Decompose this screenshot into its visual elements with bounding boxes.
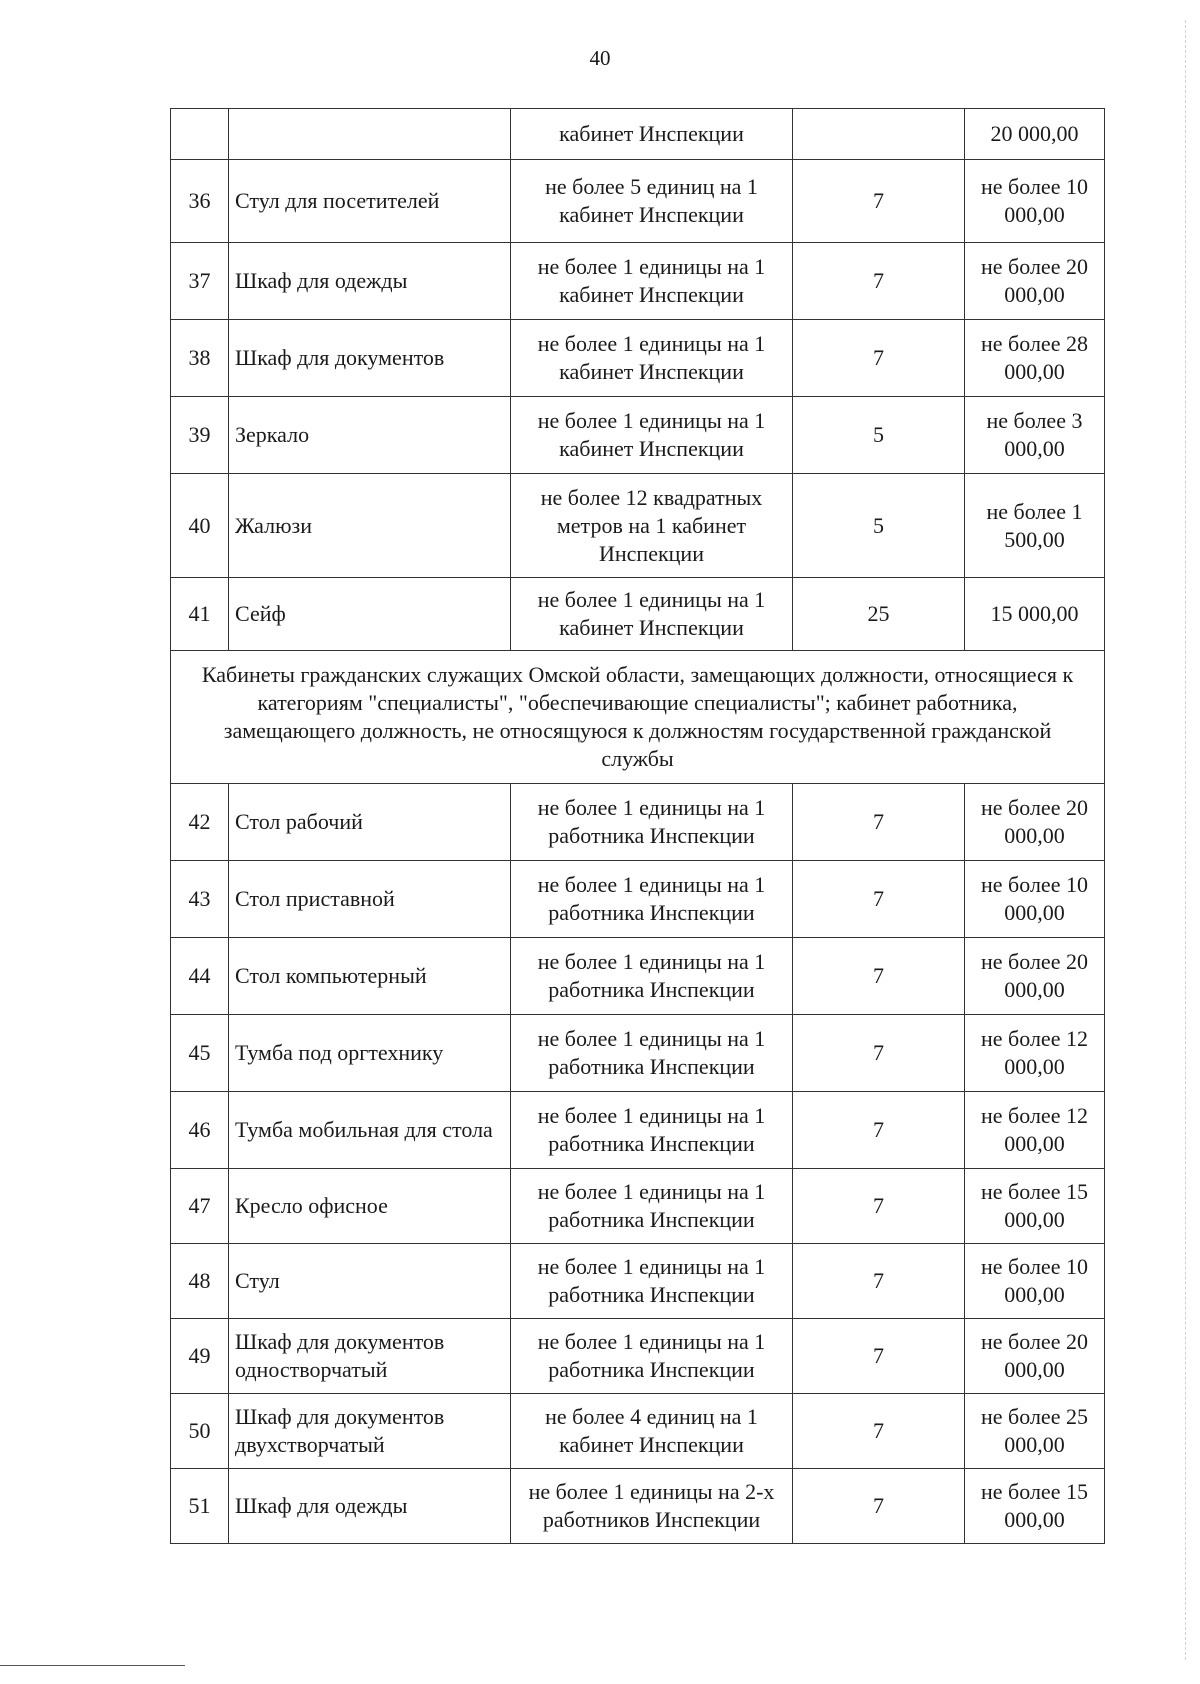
item-quantity-norm: не более 1 единицы на 1 работника Инспекции — [511, 938, 793, 1015]
item-quantity-norm: не более 5 единиц на 1 кабинет Инспекции — [511, 160, 793, 243]
item-quantity-norm: кабинет Инспекции — [511, 109, 793, 160]
item-number: 42 — [171, 784, 229, 861]
item-price: не более 15 000,00 — [965, 1469, 1105, 1544]
item-name: Стул — [229, 1244, 511, 1319]
item-quantity-norm: не более 1 единицы на 1 работника Инспекции — [511, 1319, 793, 1394]
footnote-rule — [0, 1665, 185, 1666]
item-quantity-norm: не более 1 единицы на 1 работника Инспекции — [511, 784, 793, 861]
item-name: Тумба мобильная для стола — [229, 1092, 511, 1169]
item-name: Сейф — [229, 578, 511, 651]
item-service-life: 25 — [793, 578, 965, 651]
item-quantity-norm: не более 1 единицы на 1 кабинет Инспекции — [511, 320, 793, 397]
table-row — [171, 1319, 1105, 1394]
item-price: не более 28 000,00 — [965, 320, 1105, 397]
item-service-life: 7 — [793, 243, 965, 320]
item-number: 49 — [171, 1319, 229, 1394]
item-name: Шкаф для документов — [229, 320, 511, 397]
item-price: не более 10 000,00 — [965, 160, 1105, 243]
item-price: не более 20 000,00 — [965, 938, 1105, 1015]
item-price: 20 000,00 — [965, 109, 1105, 160]
item-number — [171, 109, 229, 160]
scan-edge-line — [1185, 20, 1186, 1660]
item-quantity-norm: не более 4 единиц на 1 кабинет Инспекции — [511, 1394, 793, 1469]
item-quantity-norm: не более 1 единицы на 1 работника Инспекции — [511, 1169, 793, 1244]
table-row — [171, 160, 1105, 243]
item-price: не более 12 000,00 — [965, 1092, 1105, 1169]
item-name: Шкаф для документов одностворчатый — [229, 1319, 511, 1394]
item-price: не более 20 000,00 — [965, 784, 1105, 861]
item-number: 44 — [171, 938, 229, 1015]
item-number: 38 — [171, 320, 229, 397]
item-quantity-norm: не более 1 единицы на 1 работника Инспекции — [511, 861, 793, 938]
table-row — [171, 109, 1105, 160]
item-price: не более 1 500,00 — [965, 474, 1105, 578]
item-price: не более 20 000,00 — [965, 1319, 1105, 1394]
norms-table — [170, 108, 1105, 1544]
table-body — [171, 109, 1105, 1544]
table-row — [171, 784, 1105, 861]
item-number: 39 — [171, 397, 229, 474]
item-price: не более 12 000,00 — [965, 1015, 1105, 1092]
item-price: не более 3 000,00 — [965, 397, 1105, 474]
item-service-life: 7 — [793, 861, 965, 938]
table-row — [171, 474, 1105, 578]
table-row — [171, 1394, 1105, 1469]
section-header-row — [171, 651, 1105, 784]
item-quantity-norm: не более 1 единицы на 1 кабинет Инспекции — [511, 578, 793, 651]
item-price: не более 15 000,00 — [965, 1169, 1105, 1244]
item-service-life: 5 — [793, 474, 965, 578]
item-price: не более 10 000,00 — [965, 1244, 1105, 1319]
item-service-life: 7 — [793, 160, 965, 243]
item-service-life: 7 — [793, 1169, 965, 1244]
item-service-life: 7 — [793, 1244, 965, 1319]
item-service-life — [793, 109, 965, 160]
table-row — [171, 243, 1105, 320]
section-header-text: Кабинеты гражданских служащих Омской области, замещающих должности, относящиеся к категориям "специалисты", "обеспечивающие специалисты"; кабинет работника, замещающего должность, не относящуюся к должностям государственной гражданской службы — [171, 651, 1105, 784]
item-service-life: 7 — [793, 1015, 965, 1092]
item-number: 46 — [171, 1092, 229, 1169]
table-row — [171, 1469, 1105, 1544]
item-service-life: 5 — [793, 397, 965, 474]
item-name: Зеркало — [229, 397, 511, 474]
item-name: Стол приставной — [229, 861, 511, 938]
item-service-life: 7 — [793, 1394, 965, 1469]
table-row — [171, 1169, 1105, 1244]
table-row — [171, 320, 1105, 397]
item-price: не более 20 000,00 — [965, 243, 1105, 320]
item-number: 51 — [171, 1469, 229, 1544]
table-row — [171, 938, 1105, 1015]
item-name — [229, 109, 511, 160]
item-price: не более 25 000,00 — [965, 1394, 1105, 1469]
item-service-life: 7 — [793, 1092, 965, 1169]
item-name: Кресло офисное — [229, 1169, 511, 1244]
table-row — [171, 578, 1105, 651]
item-quantity-norm: не более 1 единицы на 1 работника Инспекции — [511, 1015, 793, 1092]
item-name: Стол рабочий — [229, 784, 511, 861]
item-quantity-norm: не более 1 единицы на 1 кабинет Инспекции — [511, 243, 793, 320]
table-row — [171, 1244, 1105, 1319]
item-name: Стол компьютерный — [229, 938, 511, 1015]
item-price: не более 10 000,00 — [965, 861, 1105, 938]
item-name: Стул для посетителей — [229, 160, 511, 243]
table-row — [171, 861, 1105, 938]
item-number: 47 — [171, 1169, 229, 1244]
table-row — [171, 397, 1105, 474]
item-service-life: 7 — [793, 1469, 965, 1544]
item-service-life: 7 — [793, 320, 965, 397]
item-name: Шкаф для одежды — [229, 243, 511, 320]
item-service-life: 7 — [793, 938, 965, 1015]
item-quantity-norm: не более 1 единицы на 1 кабинет Инспекции — [511, 397, 793, 474]
item-price: 15 000,00 — [965, 578, 1105, 651]
item-number: 50 — [171, 1394, 229, 1469]
item-service-life: 7 — [793, 1319, 965, 1394]
page-number: 40 — [589, 46, 611, 70]
item-name: Шкаф для одежды — [229, 1469, 511, 1544]
item-number: 43 — [171, 861, 229, 938]
table-row — [171, 1092, 1105, 1169]
item-quantity-norm: не более 1 единицы на 1 работника Инспекции — [511, 1092, 793, 1169]
item-number: 41 — [171, 578, 229, 651]
item-number: 45 — [171, 1015, 229, 1092]
item-quantity-norm: не более 12 квадратных метров на 1 кабинет Инспекции — [511, 474, 793, 578]
item-number: 48 — [171, 1244, 229, 1319]
item-quantity-norm: не более 1 единицы на 2-х работников Инспекции — [511, 1469, 793, 1544]
item-quantity-norm: не более 1 единицы на 1 работника Инспекции — [511, 1244, 793, 1319]
item-number: 37 — [171, 243, 229, 320]
item-name: Шкаф для документов двухстворчатый — [229, 1394, 511, 1469]
item-number: 36 — [171, 160, 229, 243]
item-name: Жалюзи — [229, 474, 511, 578]
item-name: Тумба под оргтехнику — [229, 1015, 511, 1092]
table-row — [171, 1015, 1105, 1092]
item-number: 40 — [171, 474, 229, 578]
item-service-life: 7 — [793, 784, 965, 861]
